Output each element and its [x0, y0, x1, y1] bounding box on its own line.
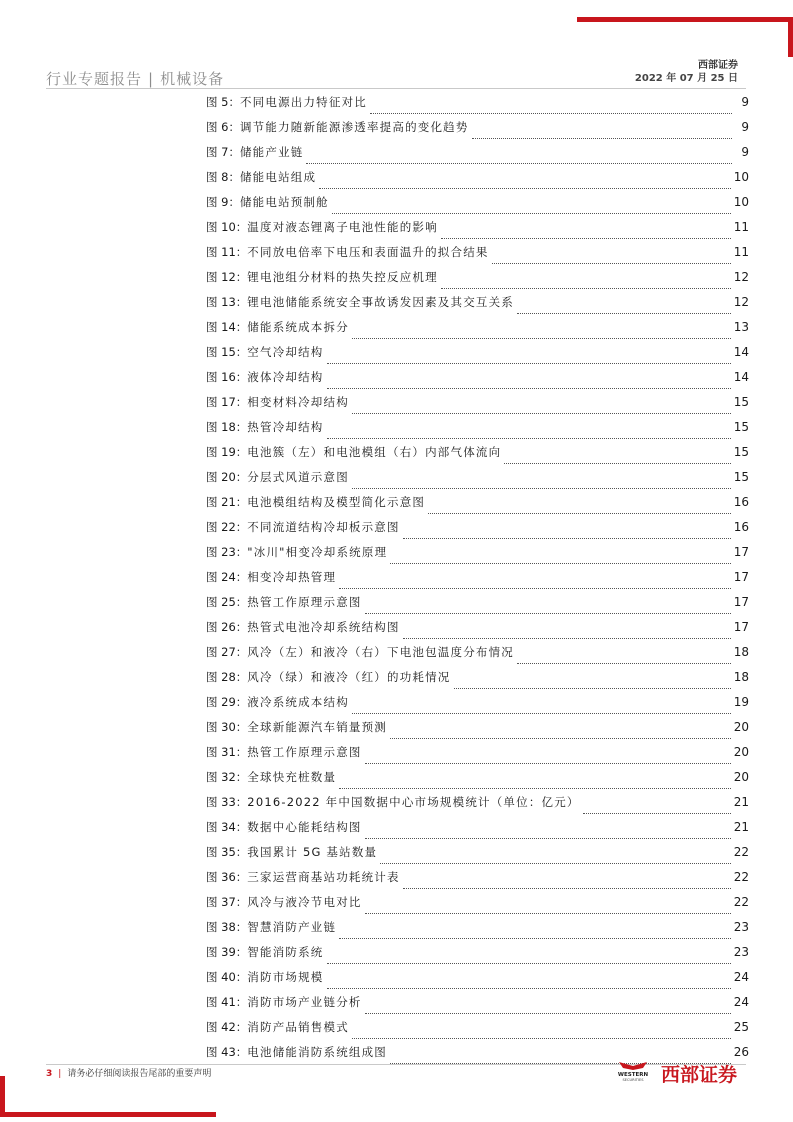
figure-entry[interactable] [206, 589, 749, 614]
page-number: 3 [46, 1069, 53, 1079]
figure-title: 消防市场产业链分析 [247, 994, 362, 1009]
figure-page-number: 17 [733, 569, 749, 584]
figure-title: 调节能力随新能源渗透率提高的变化趋势 [239, 119, 469, 134]
figure-page-number: 15 [733, 469, 749, 484]
logo-sub-bottom: SECURITIES [622, 1078, 644, 1082]
figure-number: 图 26： [206, 619, 248, 634]
dot-leader [428, 504, 731, 514]
figure-entry[interactable] [206, 214, 749, 239]
figure-entry[interactable] [206, 264, 749, 289]
figure-title: 智能消防系统 [247, 944, 324, 959]
figure-number: 图 21： [206, 494, 248, 509]
figure-number: 图 28： [206, 669, 248, 684]
figure-entry[interactable] [206, 139, 749, 164]
figure-page-number: 16 [733, 519, 749, 534]
figure-title: "冰川"相变冷却系统原理 [247, 544, 388, 559]
figure-entry[interactable] [206, 664, 749, 689]
figure-page-number: 24 [733, 994, 749, 1009]
figure-entry[interactable] [206, 614, 749, 639]
figure-title: 储能电站组成 [239, 169, 317, 184]
corner-bracket-top-right-vertical [788, 17, 793, 57]
figure-page-number: 22 [733, 844, 749, 859]
figure-page-number: 17 [733, 619, 749, 634]
dot-leader [365, 904, 731, 914]
figure-title: 2016-2022 年中国数据中心市场规模统计（单位：亿元） [247, 794, 580, 809]
figure-page-number: 10 [733, 194, 749, 209]
dot-leader [380, 854, 730, 864]
figure-page-number: 15 [733, 444, 749, 459]
figure-title: 热管冷却结构 [247, 419, 324, 434]
figure-number: 图 5： [206, 94, 240, 109]
figure-entry[interactable] [206, 539, 749, 564]
dot-leader [403, 529, 731, 539]
dot-leader [517, 304, 731, 314]
figure-title: 全球新能源汽车销量预测 [247, 719, 387, 734]
dot-leader [339, 579, 731, 589]
figure-title: 分层式风道示意图 [247, 469, 349, 484]
figure-number: 图 14： [206, 319, 248, 334]
figure-number: 图 35： [206, 844, 248, 859]
figure-title: 储能系统成本拆分 [247, 319, 349, 334]
figure-title: 消防市场规模 [247, 969, 324, 984]
dot-leader [306, 154, 732, 164]
western-securities-logo [609, 1060, 749, 1086]
figure-entry[interactable] [206, 189, 749, 214]
header-brand: 西部证券 [698, 60, 738, 71]
figure-entry[interactable] [206, 414, 749, 439]
dot-leader [332, 204, 731, 214]
dot-leader [352, 1029, 731, 1039]
dot-leader [327, 979, 731, 989]
figure-title: 锂电池组分材料的热失控反应机理 [247, 269, 438, 284]
figure-entry[interactable] [206, 239, 749, 264]
figure-number: 图 18： [206, 419, 248, 434]
figure-number: 图 16： [206, 369, 248, 384]
figure-entry[interactable] [206, 914, 749, 939]
figure-entry[interactable] [206, 939, 749, 964]
figure-title: 储能电站预制舱 [239, 194, 329, 209]
logo-sub-top: WESTERN [617, 1072, 649, 1078]
figure-page-number: 15 [733, 394, 749, 409]
figure-page-number: 9 [741, 119, 749, 134]
figure-page-number: 20 [733, 744, 749, 759]
figure-title: 我国累计 5G 基站数量 [247, 844, 378, 859]
figure-number: 图 27： [206, 644, 248, 659]
figure-entry[interactable] [206, 814, 749, 839]
figure-title: 智慧消防产业链 [247, 919, 337, 934]
dot-leader [339, 929, 731, 939]
figure-title: 液冷系统成本结构 [247, 694, 349, 709]
dot-leader [583, 804, 731, 814]
figure-entry[interactable] [206, 989, 749, 1014]
figure-entry[interactable] [206, 89, 749, 114]
dot-leader [327, 354, 731, 364]
corner-bracket-top-right [577, 17, 793, 22]
figure-title: 风冷（左）和液冷（右）下电池包温度分布情况 [247, 644, 514, 659]
figure-number: 图 25： [206, 594, 248, 609]
dot-leader [327, 379, 731, 389]
figure-page-number: 10 [733, 169, 749, 184]
figure-page-number: 21 [733, 794, 749, 809]
figure-number: 图 42： [206, 1019, 248, 1034]
figure-entry[interactable] [206, 364, 749, 389]
figure-page-number: 12 [733, 269, 749, 284]
figure-entry[interactable] [206, 389, 749, 414]
figure-entry[interactable] [206, 114, 749, 139]
figure-page-number: 12 [733, 294, 749, 309]
dot-leader [403, 629, 731, 639]
corner-bracket-bottom-left [0, 1112, 216, 1117]
figure-number: 图 15： [206, 344, 248, 359]
dot-leader [365, 604, 731, 614]
dot-leader [492, 254, 731, 264]
dot-leader [352, 479, 731, 489]
dot-leader [352, 404, 731, 414]
figure-title: 液体冷却结构 [247, 369, 324, 384]
figure-number: 图 40： [206, 969, 248, 984]
figure-number: 图 17： [206, 394, 248, 409]
dot-leader [390, 554, 730, 564]
figure-number: 图 32： [206, 769, 248, 784]
figure-page-number: 19 [733, 694, 749, 709]
figure-page-number: 16 [733, 494, 749, 509]
figure-page-number: 11 [733, 219, 749, 234]
figure-page-number: 14 [733, 369, 749, 384]
figure-title: 相变冷却热管理 [247, 569, 337, 584]
dot-leader [327, 954, 731, 964]
figure-number: 图 38： [206, 919, 248, 934]
figure-entry[interactable] [206, 489, 749, 514]
figure-entry[interactable] [206, 314, 749, 339]
figure-number: 图 31： [206, 744, 248, 759]
figure-number: 图 20： [206, 469, 248, 484]
figure-title: 热管工作原理示意图 [247, 744, 362, 759]
dot-leader [365, 829, 731, 839]
figure-entry[interactable] [206, 1014, 749, 1039]
figure-number: 图 6： [206, 119, 240, 134]
figure-number: 图 33： [206, 794, 248, 809]
figure-page-number: 24 [733, 969, 749, 984]
figure-title: 电池簇（左）和电池模组（右）内部气体流向 [247, 444, 502, 459]
figure-title: 储能产业链 [239, 144, 304, 159]
dot-leader [403, 879, 731, 889]
figure-number: 图 34： [206, 819, 248, 834]
dot-leader [390, 729, 731, 739]
figure-entry[interactable] [206, 164, 749, 189]
figure-title: 风冷与液冷节电对比 [247, 894, 362, 909]
report-category: 行业专题报告 [46, 70, 143, 88]
figure-page-number: 20 [733, 769, 749, 784]
figure-page-number: 13 [733, 319, 749, 334]
figure-page-number: 9 [741, 94, 749, 109]
footer-notice [46, 1066, 211, 1079]
figure-number: 图 43： [206, 1044, 248, 1059]
figure-entry[interactable] [206, 889, 749, 914]
footer-separator: | [58, 1069, 62, 1079]
figure-entry[interactable] [206, 464, 749, 489]
dot-leader [352, 329, 731, 339]
dot-leader [517, 654, 731, 664]
figure-entry[interactable] [206, 964, 749, 989]
figure-number: 图 37： [206, 894, 248, 909]
corner-bracket-bottom-left-vertical [0, 1076, 5, 1117]
figure-entry[interactable] [206, 339, 749, 364]
figure-title: 消防产品销售模式 [247, 1019, 349, 1034]
figure-number: 图 23： [206, 544, 248, 559]
dot-leader [472, 129, 732, 139]
dot-leader [441, 229, 731, 239]
figure-page-number: 17 [733, 594, 749, 609]
western-logo-icon [609, 1060, 657, 1082]
dot-leader [319, 179, 731, 189]
figure-title: 不同电源出力特征对比 [239, 94, 367, 109]
dot-leader [365, 754, 731, 764]
dot-leader [441, 279, 731, 289]
figure-page-number: 17 [733, 544, 749, 559]
figure-title: 三家运营商基站功耗统计表 [247, 869, 400, 884]
figure-entry[interactable] [206, 764, 749, 789]
figure-title: 电池模组结构及模型简化示意图 [247, 494, 426, 509]
figure-title: 数据中心能耗结构图 [247, 819, 362, 834]
figure-number: 图 13： [206, 294, 248, 309]
figure-title: 风冷（绿）和液冷（红）的功耗情况 [247, 669, 451, 684]
figure-page-number: 20 [733, 719, 749, 734]
figure-number: 图 36： [206, 869, 248, 884]
disclaimer-text: 请务必仔细阅读报告尾部的重要声明 [67, 1069, 212, 1079]
figure-number: 图 9： [206, 194, 240, 209]
dot-leader [370, 104, 732, 114]
dot-leader [454, 679, 731, 689]
logo-wordmark: 西部证券 [661, 1064, 738, 1086]
figure-number: 图 8： [206, 169, 240, 184]
figure-title: 空气冷却结构 [247, 344, 324, 359]
figure-number: 图 7： [206, 144, 240, 159]
figure-page-number: 23 [733, 919, 749, 934]
figure-page-number: 21 [733, 819, 749, 834]
figure-title: 电池储能消防系统组成图 [247, 1044, 387, 1059]
report-date: 2022 年 07 月 25 日 [634, 73, 738, 84]
figure-number: 图 24： [206, 569, 248, 584]
figure-page-number: 22 [733, 894, 749, 909]
figure-page-number: 15 [733, 419, 749, 434]
figure-entry[interactable] [206, 639, 749, 664]
figure-number: 图 41： [206, 994, 248, 1009]
figure-entry[interactable] [206, 564, 749, 589]
figure-entry[interactable] [206, 839, 749, 864]
figure-number: 图 19： [206, 444, 248, 459]
dot-leader [504, 454, 730, 464]
figure-page-number: 26 [733, 1044, 749, 1059]
figure-number: 图 12： [206, 269, 248, 284]
figure-number: 图 10： [206, 219, 248, 234]
figure-entry[interactable] [206, 789, 749, 814]
figure-title: 温度对液态锂离子电池性能的影响 [247, 219, 438, 234]
figure-page-number: 14 [733, 344, 749, 359]
figure-title: 不同流道结构冷却板示意图 [247, 519, 400, 534]
figure-index-list [206, 89, 749, 1064]
figure-page-number: 9 [741, 144, 749, 159]
dot-leader [327, 429, 731, 439]
figure-title: 全球快充桩数量 [247, 769, 337, 784]
figure-page-number: 22 [733, 869, 749, 884]
figure-title: 锂电池储能系统安全事故诱发因素及其交互关系 [247, 294, 514, 309]
figure-entry[interactable] [206, 739, 749, 764]
figure-page-number: 18 [733, 669, 749, 684]
figure-number: 图 39： [206, 944, 248, 959]
figure-page-number: 11 [733, 244, 749, 259]
header-separator: | [148, 70, 155, 88]
figure-title: 相变材料冷却结构 [247, 394, 349, 409]
figure-entry[interactable] [206, 289, 749, 314]
figure-entry[interactable] [206, 514, 749, 539]
figure-number: 图 11： [206, 244, 248, 259]
figure-number: 图 22： [206, 519, 248, 534]
figure-entry[interactable] [206, 689, 749, 714]
figure-entry[interactable] [206, 714, 749, 739]
figure-entry[interactable] [206, 864, 749, 889]
report-sector: 机械设备 [160, 70, 225, 88]
dot-leader [339, 779, 731, 789]
dot-leader [365, 1004, 731, 1014]
dot-leader [352, 704, 731, 714]
figure-title: 不同放电倍率下电压和表面温升的拟合结果 [247, 244, 489, 259]
figure-number: 图 30： [206, 719, 248, 734]
figure-entry[interactable] [206, 439, 749, 464]
figure-title: 热管工作原理示意图 [247, 594, 362, 609]
report-header-category [46, 68, 224, 89]
figure-title: 热管式电池冷却系统结构图 [247, 619, 400, 634]
figure-number: 图 29： [206, 694, 248, 709]
figure-page-number: 25 [733, 1019, 749, 1034]
figure-page-number: 23 [733, 944, 749, 959]
figure-page-number: 18 [733, 644, 749, 659]
